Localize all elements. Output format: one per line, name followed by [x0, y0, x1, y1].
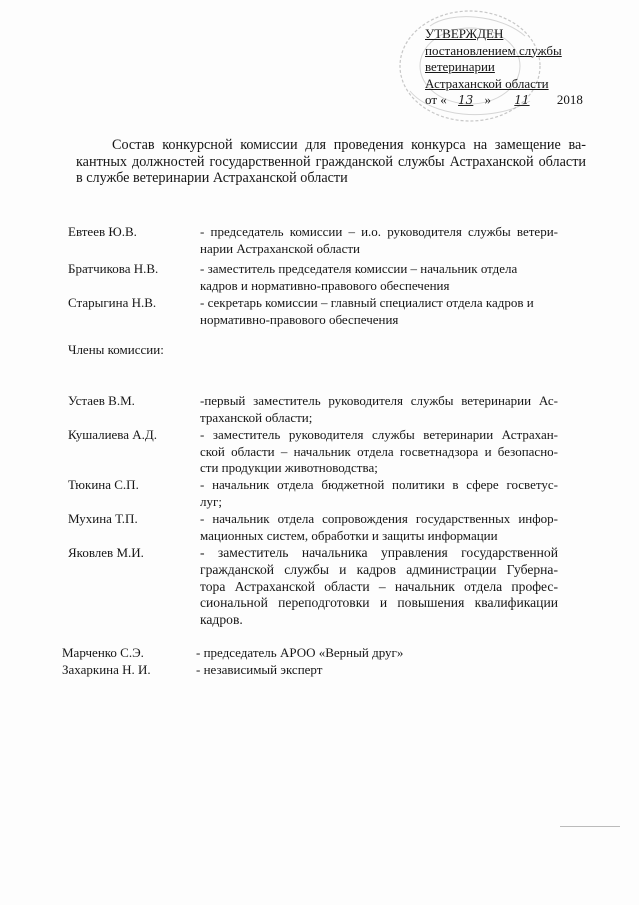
role-line: сиональной переподготовки и повышения квалификации: [200, 595, 558, 611]
member-name: Мухина Т.П.: [68, 511, 138, 526]
role-line: - заместитель председателя комиссии – начальник отдела: [200, 261, 518, 276]
date-month-handwritten: 11: [514, 93, 530, 107]
title-line-1: Состав конкурсной комиссии для проведения конкурса на замещение ва-: [112, 137, 586, 153]
approval-line-service: ветеринарии: [425, 59, 495, 74]
date-prefix: от «: [425, 92, 447, 107]
approval-heading: УТВЕРЖДЕН: [425, 26, 504, 41]
member-name: Тюкина С.П.: [68, 477, 139, 492]
member-role: [196, 662, 554, 679]
role-line: кадров.: [200, 612, 243, 628]
role-line: - заместитель руководителя службы ветеринарии Астрахан-: [200, 427, 558, 442]
member-name: Кушалиева А.Д.: [68, 427, 158, 442]
role-line: - председатель АРОО «Верный друг»: [196, 645, 404, 660]
member-name: Евтеев Ю.В.: [68, 224, 137, 239]
role-line: гражданской службы и кадров администрации Губерна-: [200, 561, 558, 577]
member-role: [200, 511, 558, 544]
role-line: траханской области;: [200, 409, 313, 425]
member-name: Яковлев М.И.: [68, 545, 144, 560]
approval-line-resolution: постановлением службы: [425, 42, 562, 58]
role-line: мационных систем, обработки и защиты информации: [200, 527, 498, 543]
document-title: [76, 137, 586, 187]
role-line: нарии Астраханской области: [200, 240, 360, 256]
role-line: - заместитель начальника управления государственной: [200, 545, 558, 560]
role-line: ской области – начальник отдела госветнадзора и безопасно-: [200, 443, 558, 459]
member-role: [200, 427, 558, 477]
member-role: [196, 645, 554, 662]
date-year: 2018: [556, 92, 583, 107]
member-name: Марченко С.Э.: [62, 645, 144, 660]
date-mid: »: [484, 92, 492, 107]
member-name: Братчикова Н.В.: [68, 261, 159, 276]
member-role: [200, 224, 558, 257]
members-heading: Члены комиссии:: [68, 342, 164, 357]
member-name: Устаев В.М.: [68, 393, 135, 408]
role-line: сти продукции животноводства;: [200, 460, 378, 475]
member-role: [200, 545, 558, 629]
member-role: [200, 393, 558, 426]
member-role: [200, 477, 558, 510]
role-line: луг;: [200, 493, 222, 509]
member-name: Захаркина Н. И.: [62, 662, 151, 677]
role-line: нормативно-правового обеспечения: [200, 311, 399, 327]
role-line: - секретарь комиссии – главный специалист отдела кадров и: [200, 295, 534, 310]
title-line-2: кантных должностей государственной гражданской службы Астраханской области: [76, 153, 586, 170]
role-line: - начальник отдела бюджетной политики в сфере госветус-: [200, 477, 558, 492]
role-line: - председатель комиссии – и.о. руководителя службы ветери-: [200, 224, 558, 239]
role-line: - начальник отдела сопровождения государственных инфор-: [200, 511, 558, 526]
role-line: -первый заместитель руководителя службы ветеринарии Ас-: [200, 393, 558, 408]
scan-artifact-line: [560, 826, 620, 827]
role-line: кадров и нормативно-правового обеспечения: [200, 277, 450, 293]
approval-line-region: Астраханской области: [425, 75, 549, 91]
member-name: Старыгина Н.В.: [68, 295, 157, 310]
approval-block: [425, 26, 630, 109]
member-role: [200, 295, 558, 328]
member-role: [200, 261, 558, 294]
title-line-3: в службе ветеринарии Астраханской области: [76, 170, 348, 186]
date-day-handwritten: 13: [458, 93, 474, 107]
role-line: - независимый эксперт: [196, 662, 323, 677]
role-line: тора Астраханской области – начальник отдела профес-: [200, 578, 558, 594]
approval-date: [425, 92, 630, 109]
